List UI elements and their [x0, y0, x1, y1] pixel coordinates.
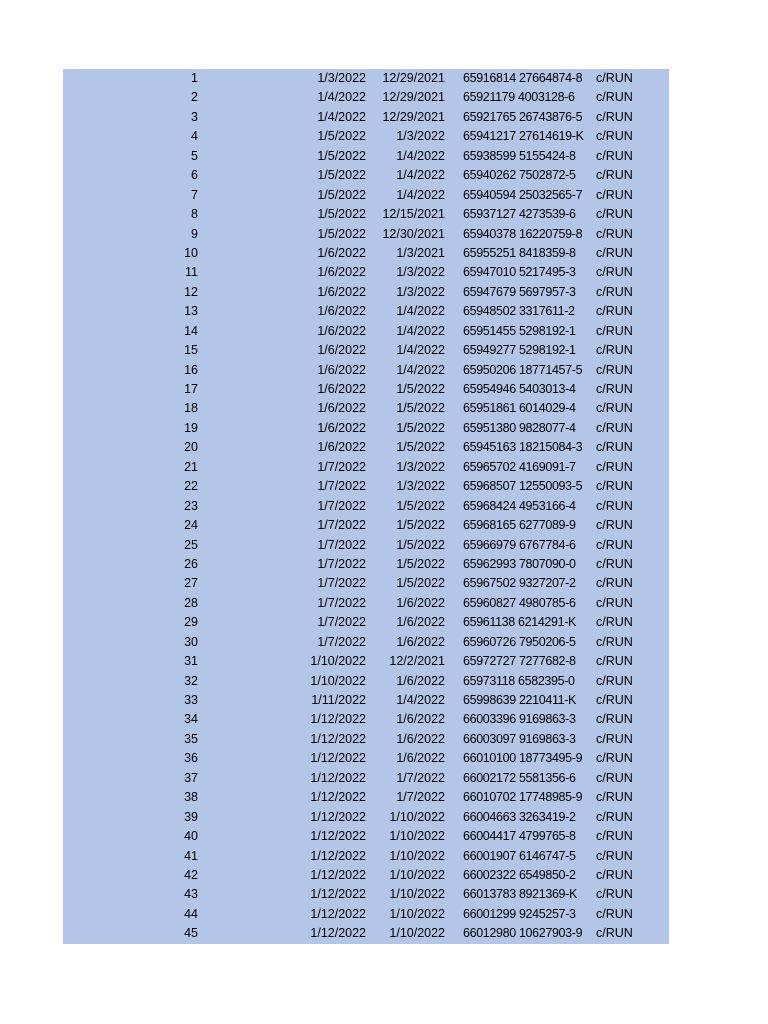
- first-date-cell: 1/5/2022: [317, 207, 366, 222]
- first-date-cell: 1/6/2022: [317, 440, 366, 455]
- type-cell: c/RUN: [596, 343, 633, 358]
- first-date-cell: 1/10/2022: [310, 673, 366, 688]
- table-row: [63, 594, 669, 613]
- second-date-cell: 1/4/2022: [396, 168, 445, 183]
- table-row: [63, 147, 669, 166]
- second-date-cell: 1/4/2022: [396, 693, 445, 707]
- table-row: [63, 574, 669, 593]
- row-number-cell: 24: [184, 518, 198, 533]
- second-date-cell: 1/4/2022: [396, 304, 445, 319]
- type-cell: c/RUN: [596, 615, 633, 630]
- first-date-cell: 1/5/2022: [317, 148, 366, 163]
- row-number-cell: 27: [184, 576, 198, 591]
- table-row: [63, 808, 669, 827]
- reference-code-cell: 65968424 4953166-4: [463, 498, 576, 513]
- second-date-cell: 1/5/2022: [396, 537, 445, 552]
- reference-code-cell: 65967502 9327207-2: [463, 576, 576, 591]
- second-date-cell: 1/5/2022: [396, 420, 445, 435]
- table-row: [63, 244, 669, 263]
- first-date-cell: 1/6/2022: [317, 245, 366, 260]
- first-date-cell: 1/7/2022: [317, 459, 366, 474]
- table-row: [63, 399, 669, 418]
- first-date-cell: 1/12/2022: [310, 731, 366, 746]
- type-cell: c/RUN: [596, 479, 633, 494]
- first-date-cell: 1/6/2022: [317, 265, 366, 280]
- type-cell: c/RUN: [596, 207, 633, 222]
- table-row: [63, 516, 669, 535]
- reference-code-cell: 65941217 27614619-K: [463, 129, 584, 144]
- row-number-cell: 1: [191, 71, 198, 85]
- table-row: [63, 283, 669, 302]
- first-date-cell: 1/7/2022: [317, 498, 366, 513]
- table-row: [63, 458, 669, 477]
- table-row: [63, 710, 669, 729]
- reference-code-cell: 65998639 2210411-K: [463, 693, 577, 707]
- second-date-cell: 12/29/2021: [382, 90, 445, 105]
- type-cell: c/RUN: [596, 654, 633, 669]
- first-date-cell: 1/6/2022: [317, 284, 366, 299]
- type-cell: c/RUN: [596, 887, 633, 902]
- type-cell: c/RUN: [596, 809, 633, 824]
- first-date-cell: 1/7/2022: [317, 634, 366, 649]
- first-date-cell: 1/12/2022: [310, 867, 366, 882]
- second-date-cell: 12/2/2021: [389, 654, 445, 669]
- reference-code-cell: 65973118 6582395-0: [463, 673, 575, 688]
- reference-code-cell: 65965702 4169091-7: [463, 459, 576, 474]
- reference-code-cell: 65955251 8418359-8: [463, 245, 576, 260]
- type-cell: c/RUN: [596, 382, 633, 396]
- first-date-cell: 1/6/2022: [317, 323, 366, 338]
- row-number-cell: 13: [184, 304, 198, 319]
- reference-code-cell: 66004663 3263419-2: [463, 809, 576, 824]
- second-date-cell: 1/7/2022: [396, 770, 445, 785]
- row-number-cell: 35: [184, 731, 198, 746]
- first-date-cell: 1/5/2022: [317, 168, 366, 183]
- reference-code-cell: 65921765 26743876-5: [463, 109, 583, 124]
- reference-code-cell: 65940378 16220759-8: [463, 226, 583, 241]
- reference-code-cell: 66002172 5581356-6: [463, 770, 576, 785]
- row-number-cell: 23: [184, 498, 198, 513]
- row-number-cell: 12: [184, 284, 198, 299]
- row-number-cell: 15: [184, 343, 198, 358]
- second-date-cell: 1/5/2022: [396, 401, 445, 416]
- second-date-cell: 12/29/2021: [382, 71, 445, 85]
- row-number-cell: 5: [191, 148, 198, 163]
- reference-code-cell: 66004417 4799765-8: [463, 829, 576, 844]
- reference-code-cell: 65951861 6014029-4: [463, 401, 576, 416]
- row-number-cell: 25: [184, 537, 198, 552]
- type-cell: c/RUN: [596, 71, 633, 85]
- table-row: [63, 361, 669, 380]
- table-row: [63, 497, 669, 516]
- row-number-cell: 38: [184, 790, 198, 805]
- first-date-cell: 1/6/2022: [317, 304, 366, 319]
- row-number-cell: 33: [184, 693, 198, 707]
- first-date-cell: 1/12/2022: [310, 712, 366, 727]
- second-date-cell: 1/10/2022: [389, 848, 445, 863]
- reference-code-cell: 65940594 25032565-7: [463, 187, 583, 202]
- type-cell: c/RUN: [596, 498, 633, 513]
- second-date-cell: 1/10/2022: [389, 887, 445, 902]
- row-number-cell: 6: [191, 168, 198, 183]
- second-date-cell: 12/15/2021: [382, 207, 445, 222]
- first-date-cell: 1/6/2022: [317, 343, 366, 358]
- first-date-cell: 1/12/2022: [310, 829, 366, 844]
- second-date-cell: 1/10/2022: [389, 926, 445, 941]
- reference-code-cell: 65916814 27664874-8: [463, 71, 583, 85]
- type-cell: c/RUN: [596, 323, 633, 338]
- second-date-cell: 12/29/2021: [382, 109, 445, 124]
- first-date-cell: 1/7/2022: [317, 556, 366, 571]
- first-date-cell: 1/7/2022: [317, 479, 366, 494]
- row-number-cell: 42: [184, 867, 198, 882]
- reference-code-cell: 66013783 8921369-K: [463, 887, 577, 902]
- table-row: [63, 225, 669, 244]
- type-cell: c/RUN: [596, 712, 633, 727]
- reference-code-cell: 66003097 9169863-3: [463, 731, 576, 746]
- table-row: [63, 263, 669, 282]
- reference-code-cell: 65950206 18771457-5: [463, 362, 583, 377]
- second-date-cell: 1/10/2022: [389, 829, 445, 844]
- second-date-cell: 1/6/2022: [396, 634, 445, 649]
- row-number-cell: 37: [184, 770, 198, 785]
- type-cell: c/RUN: [596, 362, 633, 377]
- first-date-cell: 1/10/2022: [310, 654, 366, 669]
- reference-code-cell: 65940262 7502872-5: [463, 168, 576, 183]
- second-date-cell: 1/10/2022: [389, 906, 445, 921]
- type-cell: c/RUN: [596, 673, 633, 688]
- type-cell: c/RUN: [596, 420, 633, 435]
- first-date-cell: 1/6/2022: [317, 382, 366, 396]
- first-date-cell: 1/7/2022: [317, 576, 366, 591]
- table-row: [63, 108, 669, 127]
- first-date-cell: 1/12/2022: [310, 848, 366, 863]
- table-row: [63, 885, 669, 904]
- row-number-cell: 26: [184, 556, 198, 571]
- second-date-cell: 1/6/2022: [396, 673, 445, 688]
- reference-code-cell: 65960726 7950206-5: [463, 634, 576, 649]
- row-number-cell: 11: [185, 265, 198, 280]
- type-cell: c/RUN: [596, 401, 633, 416]
- type-cell: c/RUN: [596, 226, 633, 241]
- table-row: [63, 652, 669, 671]
- first-date-cell: 1/12/2022: [310, 906, 366, 921]
- row-number-cell: 31: [184, 654, 198, 669]
- row-number-cell: 28: [184, 595, 198, 610]
- row-number-cell: 30: [184, 634, 198, 649]
- type-cell: c/RUN: [596, 693, 633, 707]
- second-date-cell: 1/6/2022: [396, 751, 445, 766]
- type-cell: c/RUN: [596, 284, 633, 299]
- reference-code-cell: 65972727 7277682-8: [463, 654, 576, 669]
- first-date-cell: 1/12/2022: [310, 809, 366, 824]
- reference-code-cell: 65937127 4273539-6: [463, 207, 576, 222]
- type-cell: c/RUN: [596, 265, 633, 280]
- table-row: [63, 691, 669, 710]
- table-row: [63, 905, 669, 924]
- reference-code-cell: 66001299 9245257-3: [463, 906, 576, 921]
- reference-code-cell: 66010100 18773495-9: [463, 751, 583, 766]
- table-row: [63, 613, 669, 632]
- second-date-cell: 1/5/2022: [396, 556, 445, 571]
- reference-code-cell: 66010702 17748985-9: [463, 790, 583, 805]
- table-row: [63, 555, 669, 574]
- row-number-cell: 36: [184, 751, 198, 766]
- type-cell: c/RUN: [596, 731, 633, 746]
- table-row: [63, 536, 669, 555]
- row-number-cell: 14: [184, 323, 198, 338]
- second-date-cell: 1/3/2022: [396, 129, 445, 144]
- table-row: [63, 477, 669, 496]
- table-row: [63, 924, 669, 943]
- second-date-cell: 1/3/2021: [396, 245, 445, 260]
- reference-code-cell: 65954946 5403013-4: [463, 382, 576, 396]
- type-cell: c/RUN: [596, 459, 633, 474]
- second-date-cell: 1/3/2022: [396, 284, 445, 299]
- type-cell: c/RUN: [596, 867, 633, 882]
- second-date-cell: 1/5/2022: [396, 382, 445, 396]
- second-date-cell: 1/5/2022: [396, 518, 445, 533]
- reference-code-cell: 65951380 9828077-4: [463, 420, 576, 435]
- reference-code-cell: 65961138 6214291-K: [463, 615, 577, 630]
- first-date-cell: 1/3/2022: [317, 71, 366, 85]
- type-cell: c/RUN: [596, 304, 633, 319]
- second-date-cell: 1/4/2022: [396, 148, 445, 163]
- row-number-cell: 4: [191, 129, 198, 144]
- first-date-cell: 1/12/2022: [310, 751, 366, 766]
- first-date-cell: 1/12/2022: [310, 790, 366, 805]
- table-row: [63, 769, 669, 788]
- type-cell: c/RUN: [596, 245, 633, 260]
- table-row: [63, 166, 669, 185]
- second-date-cell: 1/5/2022: [396, 498, 445, 513]
- second-date-cell: 1/7/2022: [396, 790, 445, 805]
- table-row: [63, 69, 669, 88]
- row-number-cell: 8: [191, 207, 198, 222]
- type-cell: c/RUN: [596, 576, 633, 591]
- row-number-cell: 20: [184, 440, 198, 455]
- reference-code-cell: 66012980 10627903-9: [463, 926, 583, 941]
- type-cell: c/RUN: [596, 440, 633, 455]
- first-date-cell: 1/6/2022: [317, 362, 366, 377]
- row-number-cell: 44: [184, 906, 198, 921]
- second-date-cell: 1/3/2022: [396, 479, 445, 494]
- second-date-cell: 1/6/2022: [396, 712, 445, 727]
- table-row: [63, 827, 669, 846]
- reference-code-cell: 66003396 9169863-3: [463, 712, 576, 727]
- first-date-cell: 1/4/2022: [317, 90, 366, 105]
- table-row: [63, 205, 669, 224]
- first-date-cell: 1/12/2022: [310, 926, 366, 941]
- row-number-cell: 40: [184, 829, 198, 844]
- first-date-cell: 1/6/2022: [317, 401, 366, 416]
- type-cell: c/RUN: [596, 109, 633, 124]
- first-date-cell: 1/5/2022: [317, 226, 366, 241]
- second-date-cell: 1/10/2022: [389, 867, 445, 882]
- row-number-cell: 9: [191, 226, 198, 241]
- type-cell: c/RUN: [596, 537, 633, 552]
- second-date-cell: 1/10/2022: [389, 809, 445, 824]
- type-cell: c/RUN: [596, 129, 633, 144]
- first-date-cell: 1/7/2022: [317, 518, 366, 533]
- second-date-cell: 1/4/2022: [396, 187, 445, 202]
- type-cell: c/RUN: [596, 187, 633, 202]
- row-number-cell: 18: [184, 401, 198, 416]
- type-cell: c/RUN: [596, 790, 633, 805]
- type-cell: c/RUN: [596, 926, 633, 941]
- row-number-cell: 16: [184, 362, 198, 377]
- reference-code-cell: 65968507 12550093-5: [463, 479, 583, 494]
- row-number-cell: 2: [191, 90, 198, 105]
- reference-code-cell: 65951455 5298192-1: [463, 323, 576, 338]
- first-date-cell: 1/4/2022: [317, 109, 366, 124]
- type-cell: c/RUN: [596, 829, 633, 844]
- table-row: [63, 341, 669, 360]
- first-date-cell: 1/5/2022: [317, 129, 366, 144]
- type-cell: c/RUN: [596, 168, 633, 183]
- row-number-cell: 34: [184, 712, 198, 727]
- row-number-cell: 10: [184, 245, 198, 260]
- second-date-cell: 1/3/2022: [396, 459, 445, 474]
- table-row: [63, 730, 669, 749]
- row-number-cell: 22: [184, 479, 198, 494]
- table-row: [63, 127, 669, 146]
- type-cell: c/RUN: [596, 770, 633, 785]
- type-cell: c/RUN: [596, 634, 633, 649]
- reference-code-cell: 65960827 4980785-6: [463, 595, 576, 610]
- reference-code-cell: 65938599 5155424-8: [463, 148, 576, 163]
- first-date-cell: 1/11/2022: [311, 693, 366, 707]
- table-row: [63, 88, 669, 107]
- first-date-cell: 1/6/2022: [317, 420, 366, 435]
- second-date-cell: 12/30/2021: [382, 226, 445, 241]
- table-row: [63, 672, 669, 691]
- reference-code-cell: 65949277 5298192-1: [463, 343, 576, 358]
- reference-code-cell: 65968165 6277089-9: [463, 518, 576, 533]
- table-row: [63, 419, 669, 438]
- reference-code-cell: 65945163 18215084-3: [463, 440, 583, 455]
- type-cell: c/RUN: [596, 148, 633, 163]
- row-number-cell: 19: [184, 420, 198, 435]
- type-cell: c/RUN: [596, 518, 633, 533]
- second-date-cell: 1/5/2022: [396, 576, 445, 591]
- second-date-cell: 1/4/2022: [396, 323, 445, 338]
- spreadsheet-table: [63, 69, 669, 944]
- type-cell: c/RUN: [596, 906, 633, 921]
- table-row: [63, 788, 669, 807]
- reference-code-cell: 65962993 7807090-0: [463, 556, 576, 571]
- reference-code-cell: 65948502 3317611-2: [463, 304, 575, 319]
- reference-code-cell: 65947679 5697957-3: [463, 284, 576, 299]
- reference-code-cell: 66001907 6146747-5: [463, 848, 576, 863]
- type-cell: c/RUN: [596, 90, 633, 105]
- row-number-cell: 39: [184, 809, 198, 824]
- type-cell: c/RUN: [596, 751, 633, 766]
- table-row: [63, 380, 669, 399]
- first-date-cell: 1/7/2022: [317, 615, 366, 630]
- table-row: [63, 749, 669, 768]
- table-row: [63, 847, 669, 866]
- first-date-cell: 1/5/2022: [317, 187, 366, 202]
- type-cell: c/RUN: [596, 556, 633, 571]
- table-row: [63, 186, 669, 205]
- second-date-cell: 1/6/2022: [396, 595, 445, 610]
- row-number-cell: 3: [191, 109, 198, 124]
- second-date-cell: 1/6/2022: [396, 615, 445, 630]
- row-number-cell: 29: [184, 615, 198, 630]
- row-number-cell: 17: [184, 382, 198, 396]
- row-number-cell: 32: [184, 673, 198, 688]
- row-number-cell: 41: [184, 848, 198, 863]
- row-number-cell: 45: [184, 926, 198, 941]
- second-date-cell: 1/4/2022: [396, 343, 445, 358]
- type-cell: c/RUN: [596, 595, 633, 610]
- second-date-cell: 1/5/2022: [396, 440, 445, 455]
- first-date-cell: 1/7/2022: [317, 537, 366, 552]
- row-number-cell: 43: [184, 887, 198, 902]
- first-date-cell: 1/12/2022: [310, 887, 366, 902]
- first-date-cell: 1/7/2022: [317, 595, 366, 610]
- table-row: [63, 322, 669, 341]
- second-date-cell: 1/6/2022: [396, 731, 445, 746]
- table-row: [63, 438, 669, 457]
- reference-code-cell: 65947010 5217495-3: [463, 265, 576, 280]
- second-date-cell: 1/4/2022: [396, 362, 445, 377]
- row-number-cell: 21: [184, 459, 198, 474]
- table-row: [63, 866, 669, 885]
- row-number-cell: 7: [191, 187, 198, 202]
- table-row: [63, 633, 669, 652]
- first-date-cell: 1/12/2022: [310, 770, 366, 785]
- second-date-cell: 1/3/2022: [396, 265, 445, 280]
- type-cell: c/RUN: [596, 848, 633, 863]
- table-row: [63, 302, 669, 321]
- reference-code-cell: 65921179 4003128-6: [463, 90, 575, 105]
- reference-code-cell: 65966979 6767784-6: [463, 537, 576, 552]
- reference-code-cell: 66002322 6549850-2: [463, 867, 576, 882]
